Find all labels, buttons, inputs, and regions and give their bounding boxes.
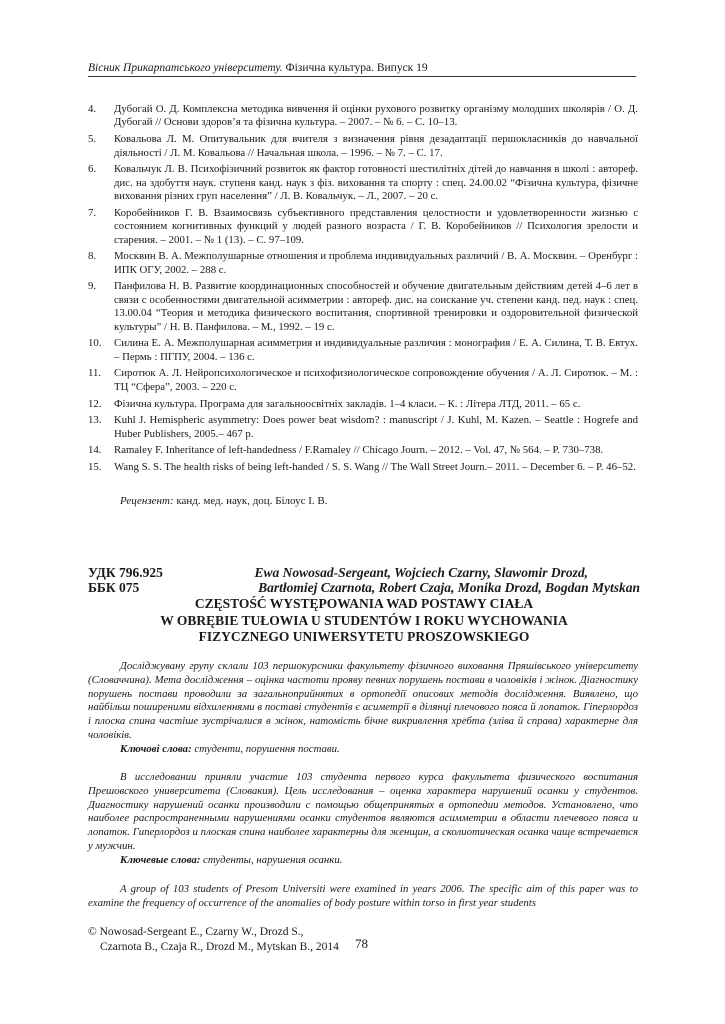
reference-text: Москвин В. А. Межполушарные отношения и проблема индивидуальных различий / В. А. Москвин. – Оренбург : ИПК ОГУ, 2002. – 288 с. [114, 250, 638, 276]
reviewer-label: Рецензент: [120, 495, 174, 507]
journal-series: Фізична культура. Випуск 19 [285, 62, 428, 74]
reference-item [88, 103, 638, 130]
reference-text: Ковальова Л. М. Опитувальник для вчителя з визначення рівня дезадаптації першокласників до навчальної діяльності / Л. М. Ковальова // Начальная школа. – 1996. – № 7. – С. 17. [114, 133, 638, 159]
reference-item [88, 133, 638, 160]
copyright-line: Czarnota B., Czaja R., Drozd M., Mytskan B., 2014 [100, 941, 339, 953]
reference-item [88, 398, 638, 411]
keywords-text: студенти, порушення постави. [191, 742, 340, 755]
reference-list [88, 103, 638, 478]
abstract-ukrainian [88, 660, 638, 757]
reference-item [88, 207, 638, 247]
reference-item [88, 367, 638, 394]
reference-number: 8. [88, 250, 97, 263]
reviewer-line [120, 495, 328, 507]
reference-number: 5. [88, 133, 97, 146]
reference-item [88, 337, 638, 364]
reference-text: Kuhl J. Hemispheric asymmetry: Does power beat wisdom? : manuscript / J. Kuhl, M. Kazen. – Seattle : Hogrefe and Huber Publishers, 2005.– 467 p. [114, 414, 638, 440]
reference-item [88, 280, 638, 334]
reference-text: Wang S. S. The health risks of being left-handed / S. S. Wang // The Wall Street Journ.– 2011. – December 6. – P. 46–52. [114, 461, 636, 474]
header-rule [88, 76, 636, 77]
abstract-english [88, 883, 638, 911]
running-header [88, 62, 636, 74]
keywords-label: Ключевые слова: [120, 853, 201, 866]
reference-item [88, 461, 638, 474]
copyright-line: © Nowosad-Sergeant E., Czarny W., Drozd S., [88, 926, 304, 938]
authors-line-2: Bartłomiej Czarnota, Robert Czaja, Monika Drozd, Bogdan Mytskan [258, 580, 640, 595]
reference-text: Фізична культура. Програма для загальноосвітніх закладів. 1–4 класи. – К. : Літера ЛТД, 2011. – 65 с. [114, 397, 581, 410]
reference-text: Ковальчук Л. В. Психофізичний розвиток як фактор готовності шестилітніх дітей до навчання в школі : автореф. дис. на здобуття наук. ступеня канд. наук з фіз. виховання та спорту : спец. 24.00.02 “Фізична культура, фізичне виховання різних груп населення” / Л. В. Ковальчук. – Л., 2007. – 20 с. [114, 163, 638, 203]
reference-number: 11. [88, 367, 102, 380]
title-line: W OBRĘBIE TUŁOWIA U STUDENTÓW I ROKU WYCHOWANIA [160, 612, 568, 628]
reviewer-text: канд. мед. наук, доц. Білоус І. В. [173, 495, 328, 507]
reference-item [88, 163, 638, 203]
copyright-note [88, 925, 339, 955]
abstract-text: В исследовании приняли участие 103 студента первого курса факультета физического воспитания Прешовского университета (Словакия). Цель исследования – оценка характера нарушений осанки у студентов. Диагностику нарушений осанки производили с помощью общепринятых в ортопедии методов. Установлено, что наиболее распространенными нарушениями осанки студентов являются асимметрии в области плечевого пояса и лопаток. Гиперлордоз и плоская спина наиболее характерны для женщин, а сколиотическая осанка чаще встречается у мужчин. [88, 771, 638, 852]
authors-line-1: Ewa Nowosad-Sergeant, Wojciech Czarny, Slawomir Drozd, [254, 565, 588, 580]
reference-item [88, 414, 638, 441]
reference-number: 6. [88, 163, 97, 176]
reference-number: 15. [88, 461, 102, 474]
reference-text: Сиротюк А. Л. Нейропсихологическое и психофизиологическое сопровождение обучения / А. Л. Сиротюк. – М. : ТЦ “Сфера”, 2003. – 220 с. [114, 367, 638, 393]
keywords-label: Ключові слова: [120, 742, 192, 755]
reference-number: 12. [88, 397, 102, 410]
page-number: 78 [355, 936, 368, 951]
reference-number: 4. [88, 103, 97, 115]
article-title [88, 596, 640, 646]
reference-text: Ramaley F. Inheritance of left-handedness / F.Ramaley // Chicago Journ. – 2012. – Vol. 47, № 564. – P. 730–738. [114, 444, 604, 457]
reference-item [88, 250, 638, 277]
abstract-text: A group of 103 students of Presom Universiti were examined in years 2006. The specific aim of this paper was to examine the frequency of occurrence of the anomalies of body posture within torso in first year students [88, 883, 638, 909]
keywords-line [120, 743, 638, 757]
reference-number: 10. [88, 337, 102, 350]
abstract-russian [88, 771, 638, 868]
reference-number: 13. [88, 414, 102, 427]
reference-text: Коробейников Г. В. Взаимосвязь субъективного представления целостности и удовлетворенности жизнью с состоянием когнитивных функций у людей разного возраста / Г. В. Коробейников // Психология зрелости и старения. – 2001. – № 1 (13). – С. 97–109. [114, 206, 638, 246]
reference-number: 14. [88, 444, 102, 457]
reference-number: 7. [88, 206, 97, 219]
abstract-text: Досліджувану групу склали 103 першокурсники факультету фізичного виховання Пряшівського університету (Словаччина). Мета дослідження – оцінка частоти прояву певних порушень постави в чоловіків і жінок. Діагностику порушень постави проводили за загальноприйнятих в ортопедії описових методів дослідження. Виявлено, що найбільш поширеними відхиленнями в поставі студентів є асиметрії в ділянці плечового пояса й лопаток. Гіперлордоз і плоска спина частіше зустрічалися в жінок, натомість бічне викривлення хребта (зліва й справа) характерне для чоловіків. [88, 660, 638, 741]
keywords-text: студенты, нарушения осанки. [200, 853, 343, 866]
journal-name: Вісник Прикарпатського університету. [88, 62, 283, 74]
reference-text: Дубогай О. Д. Комплексна методика вивчення й оцінки рухового розвитку організму молодших школярів / О. Д. Дубогай // Основи здоров’я та фізична культура. – 2007. – № 6. – С. 10–13. [114, 103, 638, 129]
title-line: CZĘSTOŚĆ WYSTĘPOWANIA WAD POSTAWY CIAŁA [194, 596, 534, 611]
title-line: FIZYCZNEGO UNIWERSYTETU PROSZOWSKIEGO [198, 629, 530, 644]
reference-text: Силина Е. А. Межполушарная асимметрия и индивидуальные различия : монография / Е. А. Силина, Т. В. Евтух. – Пермь : ПГПУ, 2004. – 136 с. [114, 337, 638, 363]
reference-item [88, 444, 638, 457]
reference-number: 9. [88, 280, 97, 293]
keywords-line [120, 854, 638, 868]
reference-text: Панфилова Н. В. Развитие координационных способностей и обучение двигательным действиям детей 4–6 лет в связи с особенностями двигательной асимметрии : автореф. дис. на соискание уч. степени канд. пед. наук : спец. 13.00.04 “Теория и методика физического воспитания, спортивной тренировки и оздоровительной физической культуры” / Н. В. Панфилова. – М., 1992. – 19 с. [114, 280, 638, 333]
bbk-code: ББК 075 [88, 580, 140, 595]
udk-code: УДК 796.925 [88, 565, 163, 580]
